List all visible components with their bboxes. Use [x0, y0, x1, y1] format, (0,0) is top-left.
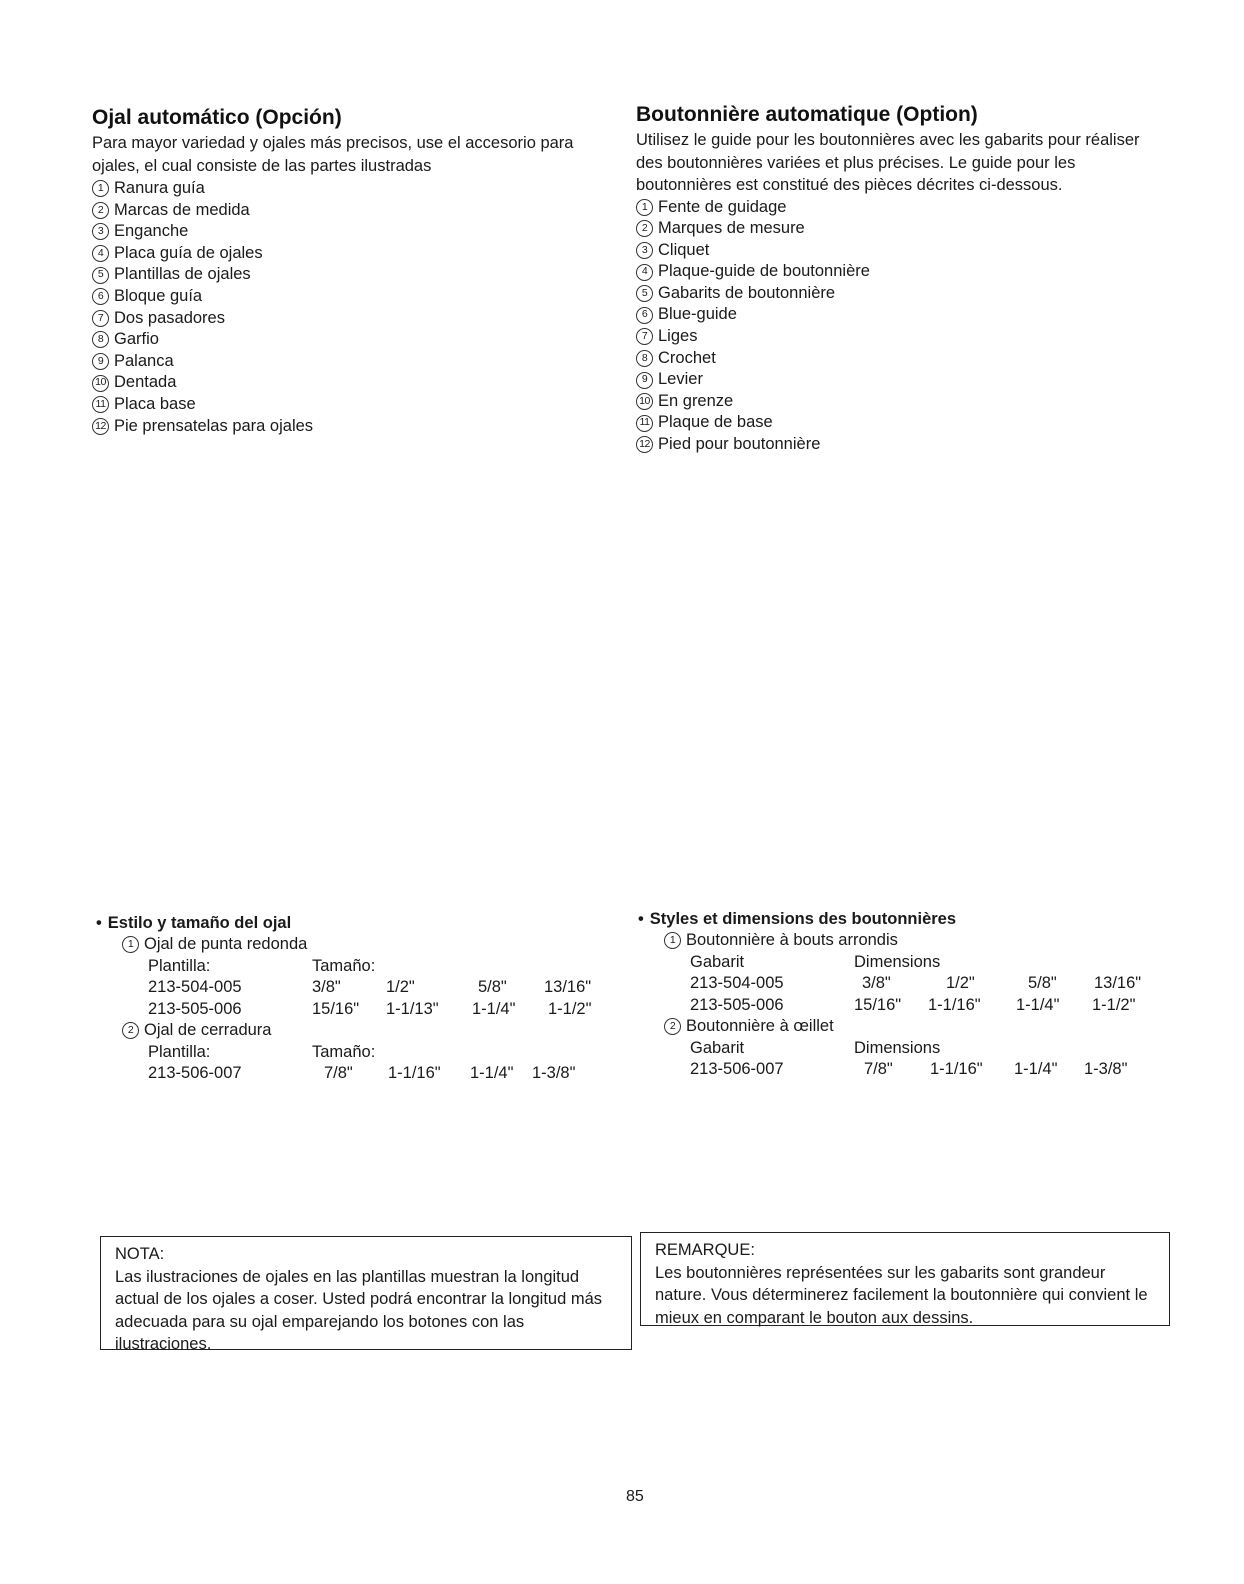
circled-number-icon: 2 — [92, 202, 109, 219]
list-item: 7 Dos pasadores — [92, 308, 622, 330]
list-item: 8 Crochet — [636, 348, 1156, 370]
circled-number-icon: 4 — [636, 264, 653, 281]
fr-parts-list — [636, 197, 1156, 456]
es-note-box — [100, 1236, 632, 1353]
circled-number-icon: 8 — [92, 331, 109, 348]
table-row: 213-505-006 15/16" 1-1/16" 1-1/4" 1-1/2" — [690, 995, 1136, 1014]
list-item: 10 En grenze — [636, 391, 1156, 413]
fr-style1-heading: 1 Boutonnière à bouts arrondis — [638, 930, 1158, 952]
circled-number-icon: 3 — [92, 223, 109, 240]
list-item: 4 Plaque-guide de boutonnière — [636, 261, 1156, 283]
list-item: 11 Placa base — [92, 394, 622, 416]
list-item: 11 Plaque de base — [636, 412, 1156, 434]
list-item: 5 Gabarits de boutonnière — [636, 283, 1156, 305]
circled-number-icon: 11 — [92, 396, 109, 413]
fr-styles-title: • Styles et dimensions des boutonnières — [638, 910, 957, 928]
fr-styles-section — [638, 908, 1158, 1081]
list-item: 2 Marques de mesure — [636, 218, 1156, 240]
list-item: 2 Marcas de medida — [92, 200, 622, 222]
list-item: 12 Pied pour boutonnière — [636, 434, 1156, 456]
list-item: 6 Bloque guía — [92, 286, 622, 308]
list-item: 1 Fente de guidage — [636, 197, 1156, 219]
circled-number-icon: 2 — [664, 1018, 681, 1035]
es-section — [92, 106, 622, 437]
list-item: 8 Garfio — [92, 329, 622, 351]
page-number: 85 — [626, 1488, 644, 1505]
circled-number-icon: 2 — [636, 220, 653, 237]
table-row: 213-504-005 3/8" 1/2" 5/8" 13/16" — [148, 978, 592, 996]
es-style1-heading: 1 Ojal de punta redonda — [96, 934, 616, 956]
table-row: 213-505-006 15/16" 1-1/13" 1-1/4" 1-1/2" — [148, 999, 592, 1018]
es-styles-section — [96, 912, 616, 1085]
list-item: 4 Placa guía de ojales — [92, 243, 622, 265]
circled-number-icon: 4 — [92, 245, 109, 262]
list-item: 10 Dentada — [92, 372, 622, 394]
es-styles-title: • Estilo y tamaño del ojal — [96, 914, 292, 932]
circled-number-icon: 6 — [636, 307, 653, 324]
table-row: 213-506-007 7/8" 1-1/16" 1-1/4" 1-3/8" — [148, 1064, 576, 1082]
es-intro: Para mayor variedad y ojales más precisos, use el accesorio para ojales, el cual consiste de las partes ilustradas — [92, 134, 574, 175]
list-item: 9 Levier — [636, 369, 1156, 391]
fr-note-box — [640, 1232, 1170, 1326]
circled-number-icon: 10 — [92, 375, 109, 392]
es-title: Ojal automático (Opción) — [92, 106, 342, 129]
table-header: Gabarit Dimensions — [690, 952, 941, 971]
circled-number-icon: 8 — [636, 350, 653, 367]
table-header: Plantilla: Tamaño: — [148, 1042, 376, 1061]
circled-number-icon: 1 — [122, 936, 139, 953]
circled-number-icon: 1 — [636, 199, 653, 216]
fr-intro: Utilisez le guide pour les boutonnières avec les gabarits pour réaliser des boutonnières variées et plus précises. Le guide pour les boutonnières est constitué des pièces décrites ci-dessous. — [636, 131, 1140, 194]
table-header: Gabarit Dimensions — [690, 1038, 941, 1057]
fr-note-text: Les boutonnières représentées sur les gabarits sont grandeur nature. Vous déterminerez facilement la boutonnière qui convient le mieux en comparant le bouton aux dessins. — [655, 1263, 1148, 1327]
list-item: 3 Cliquet — [636, 240, 1156, 262]
circled-number-icon: 5 — [636, 285, 653, 302]
table-row: 213-504-005 3/8" 1/2" 5/8" 13/16" — [690, 974, 1142, 992]
fr-note-title: REMARQUE: — [655, 1241, 755, 1259]
circled-number-icon: 10 — [636, 393, 653, 410]
es-style2-heading: 2 Ojal de cerradura — [96, 1020, 616, 1042]
list-item: 1 Ranura guía — [92, 178, 622, 200]
list-item: 12 Pie prensatelas para ojales — [92, 416, 622, 438]
fr-style2-heading: 2 Boutonnière à œillet — [638, 1016, 1158, 1038]
circled-number-icon: 2 — [122, 1022, 139, 1039]
list-item: 9 Palanca — [92, 351, 622, 373]
circled-number-icon: 6 — [92, 288, 109, 305]
table-row: 213-506-007 7/8" 1-1/16" 1-1/4" 1-3/8" — [690, 1060, 1128, 1078]
list-item: 7 Liges — [636, 326, 1156, 348]
circled-number-icon: 5 — [92, 267, 109, 284]
circled-number-icon: 9 — [636, 372, 653, 389]
es-note-title: NOTA: — [115, 1245, 165, 1263]
fr-section — [636, 103, 1156, 456]
circled-number-icon: 11 — [636, 415, 653, 432]
list-item: 3 Enganche — [92, 221, 622, 243]
es-parts-list — [92, 178, 622, 437]
fr-title: Boutonnière automatique (Option) — [636, 103, 978, 126]
circled-number-icon: 1 — [92, 180, 109, 197]
circled-number-icon: 3 — [636, 242, 653, 259]
circled-number-icon: 12 — [92, 418, 109, 435]
circled-number-icon: 12 — [636, 436, 653, 453]
circled-number-icon: 1 — [664, 932, 681, 949]
list-item: 6 Blue-guide — [636, 304, 1156, 326]
circled-number-icon: 7 — [636, 328, 653, 345]
list-item: 5 Plantillas de ojales — [92, 264, 622, 286]
table-header: Plantilla: Tamaño: — [148, 956, 376, 975]
es-note-text: Las ilustraciones de ojales en las plantillas muestran la longitud actual de los ojales a coser. Usted podrá encontrar la longitud más adecuada para su ojal emparejando los botones con las ilustraciones. — [115, 1267, 603, 1353]
circled-number-icon: 7 — [92, 310, 109, 327]
circled-number-icon: 9 — [92, 353, 109, 370]
